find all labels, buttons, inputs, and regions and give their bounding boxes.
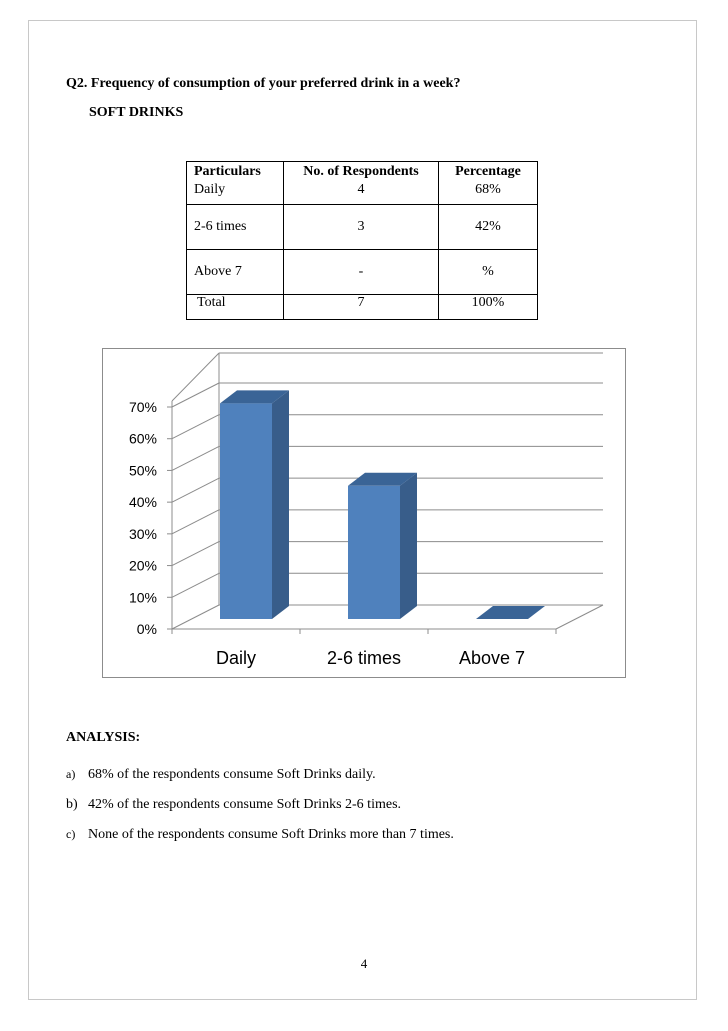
- analysis-point-a: [66, 767, 376, 783]
- table-cell: 68%: [439, 182, 538, 205]
- y-tick-label: 50%: [128, 462, 157, 479]
- bar-top: [476, 606, 545, 619]
- gridline-depth: [172, 573, 219, 597]
- table-cell: 4: [284, 182, 439, 205]
- gridline-depth: [172, 446, 219, 470]
- x-tick-label: Above 7: [458, 648, 526, 668]
- x-tick-label: Daily: [215, 648, 257, 668]
- gridline-depth: [172, 542, 219, 566]
- bar-side: [272, 390, 289, 619]
- y-tick-label: 30%: [128, 525, 157, 542]
- bar-chart-svg: [103, 349, 627, 679]
- page-number: 4: [360, 956, 368, 971]
- y-tick-label: 10%: [128, 589, 157, 606]
- table-row: [187, 250, 538, 295]
- table-cell: 42%: [439, 205, 538, 250]
- analysis-point-text: 42% of the respondents consume Soft Drinks 2-6 times.: [88, 797, 402, 812]
- gridline-depth: [172, 510, 219, 534]
- table-cell: Daily: [187, 182, 284, 205]
- analysis-heading: ANALYSIS:: [66, 730, 141, 745]
- bar-side: [400, 473, 417, 619]
- table-cell: -: [284, 250, 439, 295]
- table-cell: 2-6 times: [187, 205, 284, 250]
- floor-right-edge: [556, 605, 603, 629]
- y-tick-label: 40%: [128, 494, 157, 511]
- analysis-point-b: [66, 797, 401, 813]
- analysis-point-label: a): [66, 767, 76, 781]
- question-title: Q2. Frequency of consumption of your preferred drink in a week?: [66, 76, 461, 91]
- bar-front: [220, 403, 272, 619]
- gridline-depth: [172, 478, 219, 502]
- table-header-percentage: Percentage: [439, 162, 538, 183]
- table-cell: %: [439, 250, 538, 295]
- bar-front: [348, 486, 400, 619]
- gridline-depth: [172, 605, 219, 629]
- y-tick-label: 0%: [136, 621, 157, 637]
- x-tick-label: 2-6 times: [326, 648, 402, 668]
- y-tick-label: 20%: [128, 557, 157, 574]
- table-cell: 100%: [439, 295, 538, 320]
- bar-chart: [102, 348, 626, 678]
- frequency-table: [186, 161, 538, 320]
- section-subtitle: SOFT DRINKS: [89, 105, 184, 120]
- table-header-row: [187, 162, 538, 183]
- analysis-point-text: None of the respondents consume Soft Drinks more than 7 times.: [88, 827, 454, 842]
- table-header-particulars: Particulars: [187, 162, 284, 183]
- y-tick-label: 60%: [128, 430, 157, 447]
- table-cell: Above 7: [187, 250, 284, 295]
- table-cell: Total: [187, 295, 284, 320]
- table-cell: 7: [284, 295, 439, 320]
- analysis-point-label: c): [66, 827, 76, 841]
- table-row: [187, 205, 538, 250]
- table-row: [187, 295, 538, 320]
- side-wall-top-edge: [172, 353, 219, 401]
- y-tick-label: 70%: [128, 399, 157, 415]
- table-header-respondents: No. of Respondents: [284, 162, 439, 183]
- gridline-depth: [172, 383, 219, 407]
- analysis-point-c: [66, 827, 454, 843]
- gridline-depth: [172, 415, 219, 439]
- analysis-point-text: 68% of the respondents consume Soft Drinks daily.: [88, 767, 376, 782]
- table-cell: 3: [284, 205, 439, 250]
- analysis-point-label: b): [66, 797, 78, 812]
- table-row: [187, 182, 538, 205]
